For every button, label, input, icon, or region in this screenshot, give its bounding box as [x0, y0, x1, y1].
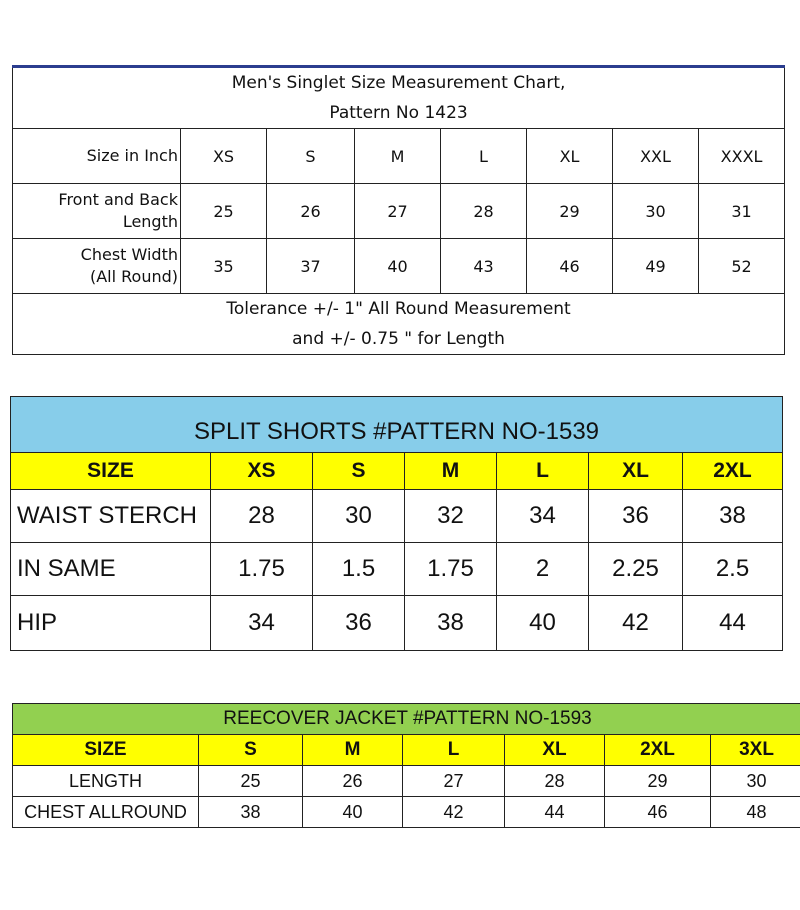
singlet-row-length	[13, 184, 785, 239]
table-cell: 40	[303, 797, 403, 828]
shorts-row-label: IN SAME	[11, 543, 211, 596]
singlet-row-label-line2: Length	[122, 212, 178, 231]
table-cell: 42	[403, 797, 505, 828]
singlet-footer-row	[13, 294, 785, 355]
jacket-size-xl: XL	[505, 735, 605, 766]
singlet-title-line1: Men's Singlet Size Measurement Chart,	[231, 73, 566, 93]
table-cell: 25	[199, 766, 303, 797]
table-cell: 40	[497, 596, 589, 651]
table-cell: 34	[497, 490, 589, 543]
singlet-size-m: M	[355, 129, 441, 184]
shorts-title-row	[11, 397, 783, 453]
table-cell: 25	[181, 184, 267, 239]
jacket-size-s: S	[199, 735, 303, 766]
table-cell: 36	[589, 490, 683, 543]
table-cell: 44	[683, 596, 783, 651]
table-cell: 30	[313, 490, 405, 543]
singlet-size-xxl: XXL	[613, 129, 699, 184]
shorts-size-xl: XL	[589, 453, 683, 490]
jacket-size-m: M	[303, 735, 403, 766]
shorts-size-2xl: 2XL	[683, 453, 783, 490]
singlet-row-label-line2: (All Round)	[89, 267, 178, 286]
table-cell: 30	[613, 184, 699, 239]
shorts-row-label: HIP	[11, 596, 211, 651]
shorts-row-label: WAIST STERCH	[11, 490, 211, 543]
jacket-row-length	[13, 766, 800, 797]
jacket-size-3xl: 3XL	[711, 735, 800, 766]
singlet-row-label	[13, 184, 181, 239]
table-cell: 38	[405, 596, 497, 651]
table-cell: 36	[313, 596, 405, 651]
shorts-row-inseam	[11, 543, 783, 596]
singlet-row-label	[13, 239, 181, 294]
table-cell: 44	[505, 797, 605, 828]
jacket-row-chest	[13, 797, 800, 828]
shorts-row-waist	[11, 490, 783, 543]
table-cell: 26	[303, 766, 403, 797]
table-cell: 49	[613, 239, 699, 294]
table-cell: 2.25	[589, 543, 683, 596]
table-cell: 26	[267, 184, 355, 239]
singlet-title-line2: Pattern No 1423	[329, 103, 468, 123]
table-cell: 46	[527, 239, 613, 294]
jacket-size-chart	[12, 703, 800, 828]
shorts-size-m: M	[405, 453, 497, 490]
table-cell: 46	[605, 797, 711, 828]
table-cell: 28	[211, 490, 313, 543]
shorts-size-l: L	[497, 453, 589, 490]
singlet-tolerance-note	[13, 294, 785, 355]
jacket-row-label: LENGTH	[13, 766, 199, 797]
table-cell: 38	[683, 490, 783, 543]
jacket-size-2xl: 2XL	[605, 735, 711, 766]
table-cell: 1.75	[405, 543, 497, 596]
jacket-header-label: SIZE	[13, 735, 199, 766]
singlet-row-label-line1: Chest Width	[80, 245, 178, 264]
table-cell: 29	[527, 184, 613, 239]
singlet-size-l: L	[441, 129, 527, 184]
table-cell: 27	[403, 766, 505, 797]
table-cell: 40	[355, 239, 441, 294]
shorts-header-label: SIZE	[11, 453, 211, 490]
singlet-title	[13, 67, 785, 129]
shorts-row-hip	[11, 596, 783, 651]
table-cell: 31	[699, 184, 785, 239]
table-cell: 28	[441, 184, 527, 239]
singlet-footer-line1: Tolerance +/- 1" All Round Measurement	[226, 299, 571, 319]
shorts-header-row	[11, 453, 783, 490]
jacket-title: REECOVER JACKET #PATTERN NO-1593	[13, 704, 800, 735]
singlet-header-row	[13, 129, 785, 184]
jacket-row-label: CHEST ALLROUND	[13, 797, 199, 828]
shorts-size-xs: XS	[211, 453, 313, 490]
singlet-size-s: S	[267, 129, 355, 184]
shorts-size-chart	[10, 396, 783, 651]
singlet-header-label: Size in Inch	[13, 129, 181, 184]
table-cell: 38	[199, 797, 303, 828]
table-cell: 34	[211, 596, 313, 651]
table-cell: 30	[711, 766, 800, 797]
table-cell: 2.5	[683, 543, 783, 596]
table-cell: 1.75	[211, 543, 313, 596]
table-cell: 29	[605, 766, 711, 797]
singlet-size-xs: XS	[181, 129, 267, 184]
table-cell: 43	[441, 239, 527, 294]
table-cell: 37	[267, 239, 355, 294]
table-cell: 1.5	[313, 543, 405, 596]
singlet-footer-line2: and +/- 0.75 " for Length	[292, 329, 505, 349]
shorts-title: SPLIT SHORTS #PATTERN NO-1539	[11, 397, 783, 453]
singlet-size-chart	[12, 65, 785, 355]
jacket-header-row	[13, 735, 800, 766]
singlet-row-chest	[13, 239, 785, 294]
table-cell: 35	[181, 239, 267, 294]
table-cell: 32	[405, 490, 497, 543]
table-cell: 2	[497, 543, 589, 596]
singlet-size-xxxl: XXXL	[699, 129, 785, 184]
table-cell: 28	[505, 766, 605, 797]
table-cell: 52	[699, 239, 785, 294]
singlet-row-label-line1: Front and Back	[58, 190, 178, 209]
singlet-title-row	[13, 67, 785, 129]
table-cell: 27	[355, 184, 441, 239]
singlet-size-xl: XL	[527, 129, 613, 184]
table-cell: 48	[711, 797, 800, 828]
jacket-title-row	[13, 704, 800, 735]
shorts-size-s: S	[313, 453, 405, 490]
table-cell: 42	[589, 596, 683, 651]
jacket-size-l: L	[403, 735, 505, 766]
